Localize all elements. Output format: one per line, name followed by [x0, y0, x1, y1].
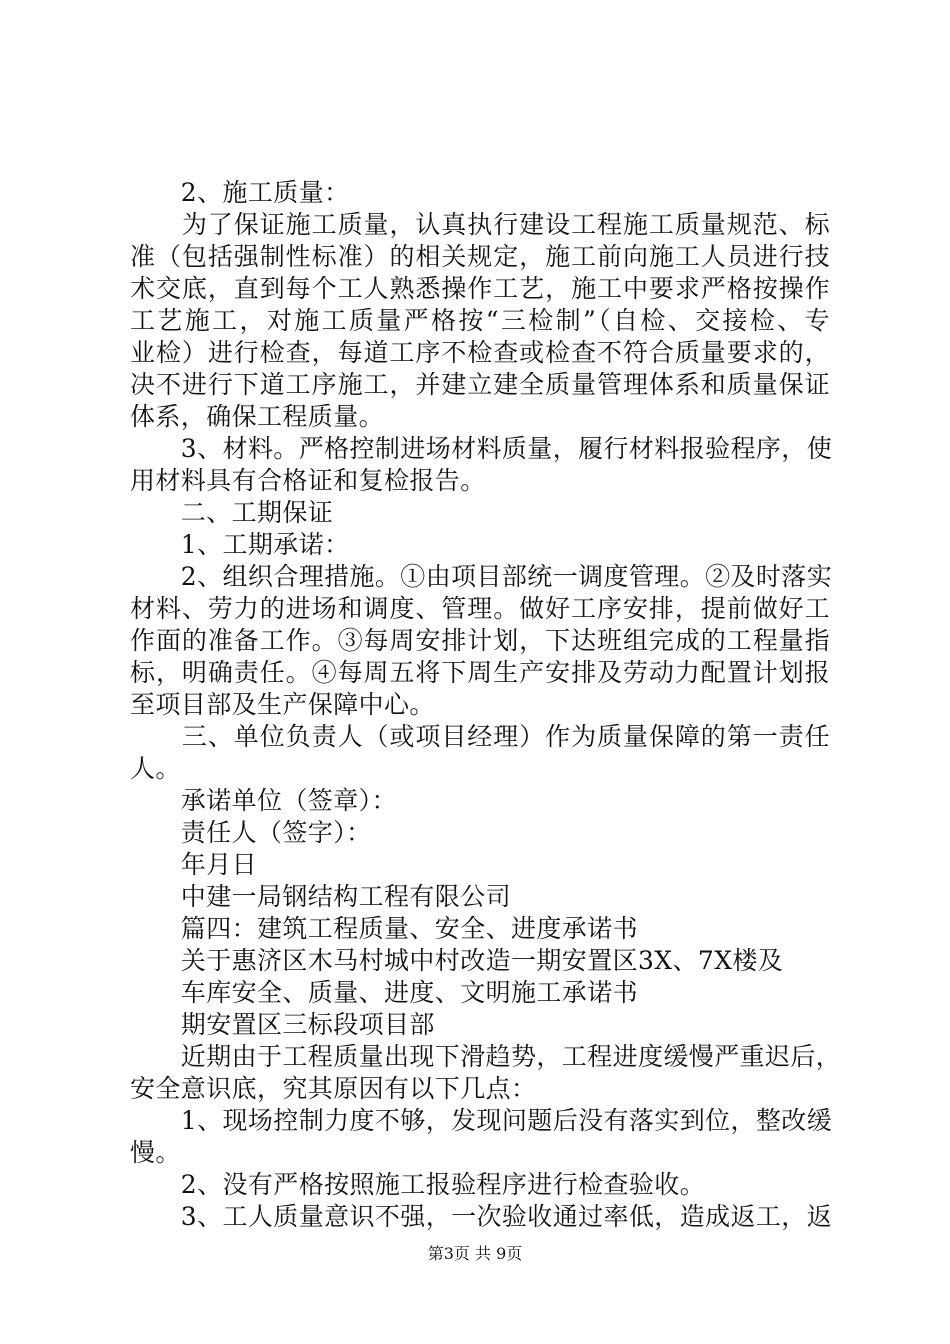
- company-name: 中建一局钢结构工程有限公司: [130, 882, 512, 911]
- paragraph-line: 人。: [130, 754, 181, 783]
- paragraph-line: 慢。: [130, 1138, 181, 1167]
- paragraph-line: 用材料具有合格证和复检报告。: [130, 466, 486, 495]
- paragraph-line: 车库安全、质量、进度、文明施工承诺书: [130, 978, 639, 1007]
- paragraph-line: 标，明确责任。④每周五将下周生产安排及劳动力配置计划报: [130, 658, 830, 687]
- paragraph-line: 工艺施工，对施工质量严格按“三检制”（自检、交接检、专: [130, 306, 830, 335]
- paragraph-line: 1、工期承诺：: [130, 530, 350, 559]
- signature-unit-line: 承诺单位（签章）：: [130, 786, 397, 815]
- paragraph-line: 至项目部及生产保障中心。: [130, 690, 435, 719]
- page-footer: 第3页 共 9页: [427, 1244, 523, 1263]
- paragraph-line: 期安置区三标段项目部: [130, 1010, 435, 1039]
- paragraph-line: 近期由于工程质量出现下滑趋势，工程进度缓慢严重迟后，: [130, 1042, 842, 1071]
- paragraph-line: 关于惠济区木马村城中村改造一期安置区3X、7X楼及: [130, 946, 784, 975]
- paragraph-line: 2、没有严格按照施工报验程序进行检查验收。: [130, 1170, 706, 1199]
- paragraph-line: 三、单位负责人（或项目经理）作为质量保障的第一责任: [130, 722, 830, 751]
- paragraph-line: 安全意识底，究其原因有以下几点：: [130, 1074, 537, 1103]
- paragraph-line: 3、材料。严格控制进场材料质量，履行材料报验程序，使: [130, 434, 833, 463]
- paragraph-line: 2、组织合理措施。①由项目部统一调度管理。②及时落实: [130, 562, 833, 591]
- section-title: 篇四：建筑工程质量、安全、进度承诺书: [130, 914, 639, 943]
- paragraph-line: 作面的准备工作。③每周安排计划，下达班组完成的工程量指: [130, 626, 830, 655]
- heading-construction-quality: 2、施工质量：: [130, 178, 350, 207]
- paragraph-line: 为了保证施工质量，认真执行建设工程施工质量规范、标: [130, 210, 830, 239]
- paragraph-line: 材料、劳力的进场和调度、管理。做好工序安排，提前做好工: [130, 594, 830, 623]
- paragraph-line: 术交底，直到每个工人熟悉操作工艺，施工中要求严格按操作: [130, 274, 830, 303]
- heading-schedule-guarantee: 二、工期保证: [130, 498, 334, 527]
- signature-person-line: 责任人（签字）：: [130, 818, 372, 847]
- paragraph-line: 决不进行下道工序施工，并建立建全质量管理体系和质量保证: [130, 370, 830, 399]
- paragraph-line: 业检）进行检查，每道工序不检查或检查不符合质量要求的，: [130, 338, 830, 367]
- date-line: 年月日: [130, 850, 258, 879]
- paragraph-line: 准（包括强制性标准）的相关规定，施工前向施工人员进行技: [130, 242, 830, 271]
- paragraph-line: 3、工人质量意识不强，一次验收通过率低，造成返工，返: [130, 1202, 833, 1231]
- paragraph-line: 1、现场控制力度不够，发现问题后没有落实到位，整改缓: [130, 1106, 833, 1135]
- paragraph-line: 体系，确保工程质量。: [130, 402, 385, 431]
